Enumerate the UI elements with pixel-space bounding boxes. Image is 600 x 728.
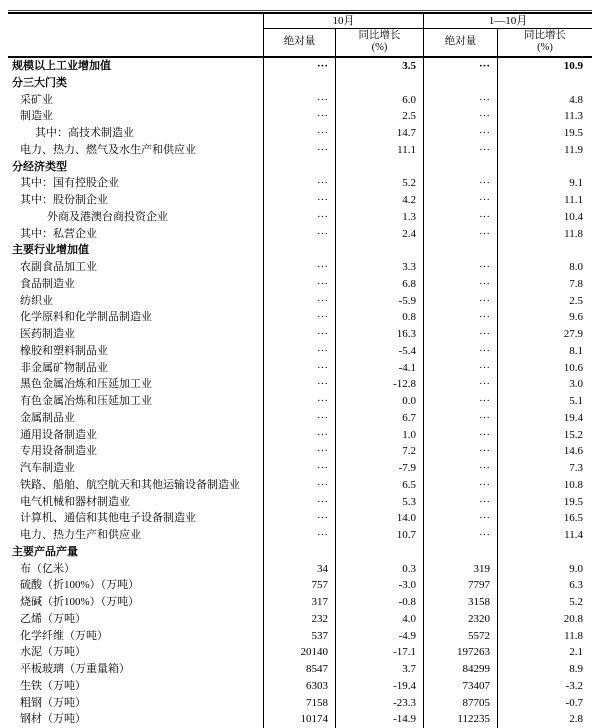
cum-yoy-cell [497,544,592,561]
oct-yoy-cell: 4.2 [335,192,423,209]
table-row [8,125,592,142]
table-row [8,58,592,75]
oct-absolute-cell: ··· [263,259,335,276]
cum-absolute-cell: ··· [423,494,497,511]
cum-absolute-cell: 112235 [423,711,497,728]
oct-yoy-cell [335,75,423,92]
oct-yoy-cell: 14.0 [335,510,423,527]
oct-yoy-cell: -17.1 [335,644,423,661]
oct-yoy-cell: 5.3 [335,494,423,511]
oct-yoy-cell [335,242,423,259]
header-period-october: 10月 [263,14,423,29]
cum-yoy-cell: 19.5 [497,125,592,142]
row-label: 粗钢（万吨） [20,696,86,709]
oct-yoy-cell: 2.4 [335,226,423,243]
cum-absolute-cell: ··· [423,175,497,192]
cum-absolute-cell: ··· [423,360,497,377]
table-row [8,142,592,159]
cum-yoy-cell: 8.1 [497,343,592,360]
cum-yoy-cell: -0.7 [497,695,592,712]
row-label: 布（亿米） [20,562,75,575]
cum-absolute-cell: 5572 [423,628,497,645]
oct-yoy-cell: 6.5 [335,477,423,494]
oct-absolute-cell: ··· [263,527,335,544]
row-label: 主要产品产量 [12,545,78,558]
row-label: 制造业 [20,110,53,123]
table-row [8,510,592,527]
cum-absolute-cell: ··· [423,527,497,544]
cum-absolute-cell: ··· [423,393,497,410]
row-label: 电力、热力生产和供应业 [20,529,141,541]
row-label: 有色金属冶炼和压延加工业 [20,395,152,407]
oct-yoy-cell: 1.3 [335,209,423,226]
cum-yoy-cell: 11.9 [497,142,592,159]
oct-absolute-cell: ··· [263,443,335,460]
cum-yoy-cell: 10.9 [497,58,592,75]
oct-absolute-cell: ··· [263,226,335,243]
table-row [8,360,592,377]
cum-yoy-cell: 7.3 [497,460,592,477]
cum-absolute-cell [423,544,497,561]
oct-yoy-cell: 0.3 [335,561,423,578]
cum-yoy-cell: 8.0 [497,259,592,276]
table-row [8,644,592,661]
oct-absolute-cell: ··· [263,309,335,326]
table-row [8,678,592,695]
oct-yoy-cell: 5.2 [335,175,423,192]
table-row [8,192,592,209]
oct-absolute-cell: ··· [263,209,335,226]
cum-absolute-cell: 7797 [423,577,497,594]
header-cum-yoy-line2: (%) [537,42,553,53]
oct-yoy-cell: -5.9 [335,293,423,310]
table-row [8,561,592,578]
oct-absolute-cell: ··· [263,427,335,444]
row-label: 铁路、船舶、航空航天和其他运输设备制造业 [20,478,240,491]
row-label: 医药制造业 [20,328,75,340]
cum-yoy-cell: 2.8 [497,711,592,728]
cum-yoy-cell: 9.0 [497,561,592,578]
oct-absolute-cell: ··· [263,360,335,377]
table-row [8,711,592,728]
cum-yoy-cell: 5.1 [497,393,592,410]
cum-yoy-cell: 2.5 [497,293,592,310]
cum-yoy-cell: 19.5 [497,494,592,511]
cum-yoy-cell: 20.8 [497,611,592,628]
header-spacer [8,28,263,56]
row-label: 化学纤维（万吨） [20,629,108,642]
table-row [8,628,592,645]
table-row [8,92,592,109]
cum-absolute-cell: ··· [423,343,497,360]
row-label: 橡胶和塑料制品业 [20,344,108,357]
cum-absolute-cell: 197263 [423,644,497,661]
oct-absolute-cell: ··· [263,192,335,209]
cum-yoy-cell: 11.4 [497,527,592,544]
oct-absolute-cell: ··· [263,494,335,511]
cum-yoy-cell: 11.1 [497,192,592,209]
table-header-measures [8,28,592,58]
cum-absolute-cell: 84299 [423,661,497,678]
cum-yoy-cell [497,242,592,259]
header-spacer [8,14,263,29]
cum-absolute-cell: ··· [423,276,497,293]
cum-absolute-cell [423,75,497,92]
cum-absolute-cell: ··· [423,293,497,310]
oct-absolute-cell: ··· [263,92,335,109]
oct-absolute-cell: 34 [263,561,335,578]
table-row [8,594,592,611]
oct-absolute-cell: ··· [263,108,335,125]
cum-absolute-cell: ··· [423,92,497,109]
header-cum-yoy [497,28,592,56]
oct-yoy-cell: -5.4 [335,343,423,360]
row-label: 其中：国有控股企业 [20,177,119,190]
row-label: 纺织业 [20,294,53,307]
row-label: 其中：私营企业 [20,227,97,240]
oct-absolute-cell: ··· [263,477,335,494]
table-row [8,695,592,712]
row-label: 食品制造业 [20,277,75,290]
oct-yoy-cell: 0.0 [335,393,423,410]
oct-yoy-cell: 6.7 [335,410,423,427]
oct-absolute-cell: 317 [263,594,335,611]
oct-yoy-cell: -4.9 [335,628,423,645]
oct-absolute-cell: ··· [263,175,335,192]
table-row [8,75,592,92]
row-label: 乙烯（万吨） [20,612,86,625]
row-label: 钢材（万吨） [20,713,86,726]
cum-yoy-cell: 4.8 [497,92,592,109]
cum-yoy-cell: 11.8 [497,226,592,243]
oct-yoy-cell: -14.9 [335,711,423,728]
cum-absolute-cell: ··· [423,510,497,527]
cum-yoy-cell: 3.0 [497,376,592,393]
table-row [8,393,592,410]
oct-yoy-cell [335,159,423,176]
oct-absolute-cell: ··· [263,393,335,410]
row-label: 金属制品业 [20,411,75,424]
cum-absolute-cell: ··· [423,226,497,243]
row-label: 电力、热力、燃气及水生产和供应业 [20,143,196,156]
cum-yoy-cell: 6.3 [497,577,592,594]
cum-absolute-cell: 73407 [423,678,497,695]
oct-absolute-cell: 757 [263,577,335,594]
oct-yoy-cell: -23.3 [335,695,423,712]
oct-absolute-cell: ··· [263,276,335,293]
oct-absolute-cell: ··· [263,510,335,527]
table-row [8,577,592,594]
cum-yoy-cell: 5.2 [497,594,592,611]
oct-yoy-cell: 3.7 [335,661,423,678]
row-label: 水泥（万吨） [20,646,86,659]
header-cum-absolute [423,28,497,56]
oct-yoy-cell: -19.4 [335,678,423,695]
cum-absolute-cell: ··· [423,259,497,276]
cum-yoy-cell: -3.2 [497,678,592,695]
cum-absolute-cell: ··· [423,376,497,393]
cum-yoy-cell [497,75,592,92]
table-row [8,343,592,360]
header-cum-yoy-line1: 同比增长 [524,30,566,41]
cum-yoy-cell: 15.2 [497,427,592,444]
header-cum-absolute-label: 绝对量 [444,36,477,47]
header-oct-yoy-line1: 同比增长 [358,30,401,41]
row-label: 其中：股份制企业 [20,194,108,206]
header-period-jan-oct: 1—10月 [423,14,592,29]
oct-yoy-cell: 4.0 [335,611,423,628]
oct-absolute-cell [263,75,335,92]
cum-absolute-cell: ··· [423,427,497,444]
cum-yoy-cell: 8.9 [497,661,592,678]
row-label: 外商及港澳台商投资企业 [47,210,168,223]
oct-yoy-cell: 1.0 [335,427,423,444]
row-label: 烧碱（折100%）（万吨） [20,596,140,608]
oct-yoy-cell: -12.8 [335,376,423,393]
table-row [8,226,592,243]
table-row [8,108,592,125]
oct-absolute-cell: 8547 [263,661,335,678]
oct-yoy-cell: 3.3 [335,259,423,276]
table-row [8,527,592,544]
cum-yoy-cell: 11.8 [497,628,592,645]
cum-yoy-cell: 9.6 [497,309,592,326]
oct-absolute-cell: 232 [263,611,335,628]
cum-absolute-cell [423,159,497,176]
cum-yoy-cell: 11.3 [497,108,592,125]
oct-yoy-cell: 11.1 [335,142,423,159]
oct-yoy-cell: 10.7 [335,527,423,544]
table-row [8,259,592,276]
oct-yoy-cell [335,544,423,561]
table-row [8,309,592,326]
oct-absolute-cell: 7158 [263,695,335,712]
cum-yoy-cell [497,159,592,176]
table-header-periods [8,14,592,28]
oct-absolute-cell [263,242,335,259]
header-oct-absolute [263,28,335,56]
cum-absolute-cell: ··· [423,309,497,326]
oct-yoy-cell: -0.8 [335,594,423,611]
cum-absolute-cell: 3158 [423,594,497,611]
oct-absolute-cell: 537 [263,628,335,645]
oct-absolute-cell: 20140 [263,644,335,661]
cum-absolute-cell: ··· [423,410,497,427]
cum-absolute-cell: ··· [423,142,497,159]
oct-absolute-cell: ··· [263,460,335,477]
cum-yoy-cell: 7.8 [497,276,592,293]
cum-yoy-cell: 14.6 [497,443,592,460]
cum-absolute-cell: 2320 [423,611,497,628]
oct-absolute-cell: ··· [263,125,335,142]
cum-yoy-cell: 16.5 [497,510,592,527]
cum-absolute-cell: ··· [423,192,497,209]
row-label: 分三大门类 [12,76,67,89]
row-label: 主要行业增加值 [12,244,89,257]
table-row [8,276,592,293]
oct-absolute-cell: ··· [263,410,335,427]
industrial-statistics-table [8,10,592,728]
table-row [8,376,592,393]
row-label: 规模以上工业增加值 [12,60,111,72]
table-row [8,410,592,427]
oct-yoy-cell: -4.1 [335,360,423,377]
cum-yoy-cell: 19.4 [497,410,592,427]
row-label: 硫酸（折100%）（万吨） [20,579,140,592]
oct-absolute-cell [263,159,335,176]
row-label: 通用设备制造业 [20,428,97,441]
cum-absolute-cell: 87705 [423,695,497,712]
cum-absolute-cell: ··· [423,209,497,226]
cum-yoy-cell: 10.8 [497,477,592,494]
oct-yoy-cell: 2.5 [335,108,423,125]
row-label: 汽车制造业 [20,462,75,474]
oct-absolute-cell: 10174 [263,711,335,728]
cum-absolute-cell [423,242,497,259]
table-row [8,443,592,460]
row-label: 化学原料和化学制品制造业 [20,311,152,324]
table-row [8,544,592,561]
table-row [8,326,592,343]
row-label: 电气机械和器材制造业 [20,495,130,508]
table-row [8,175,592,192]
row-label: 非金属矿物制品业 [20,361,108,374]
table-row [8,242,592,259]
table-row [8,159,592,176]
cum-absolute-cell: ··· [423,460,497,477]
oct-yoy-cell: -3.0 [335,577,423,594]
table-row [8,494,592,511]
cum-yoy-cell: 2.1 [497,644,592,661]
oct-absolute-cell [263,544,335,561]
row-label: 采矿业 [20,93,53,106]
oct-absolute-cell: ··· [263,343,335,360]
oct-yoy-cell: 6.8 [335,276,423,293]
table-row [8,460,592,477]
oct-yoy-cell: -7.9 [335,460,423,477]
oct-absolute-cell: 6303 [263,678,335,695]
oct-absolute-cell: ··· [263,58,335,75]
cum-absolute-cell: ··· [423,443,497,460]
row-label: 专用设备制造业 [20,445,97,458]
cum-yoy-cell: 10.6 [497,360,592,377]
cum-absolute-cell: ··· [423,326,497,343]
cum-absolute-cell: 319 [423,561,497,578]
cum-absolute-cell: ··· [423,477,497,494]
cum-yoy-cell: 27.9 [497,326,592,343]
oct-yoy-cell: 6.0 [335,92,423,109]
table-row [8,611,592,628]
cum-yoy-cell: 10.4 [497,209,592,226]
cum-absolute-cell: ··· [423,58,497,75]
row-label: 生铁（万吨） [20,679,86,692]
table-row [8,427,592,444]
row-label: 平板玻璃（万重量箱） [20,663,130,675]
table-row [8,477,592,494]
oct-absolute-cell: ··· [263,293,335,310]
row-label: 其中：高技术制造业 [35,127,134,139]
row-label: 分经济类型 [12,160,67,173]
cum-absolute-cell: ··· [423,108,497,125]
header-oct-absolute-label: 绝对量 [283,36,316,47]
table-body [8,58,592,728]
table-row [8,661,592,678]
oct-yoy-cell: 3.5 [335,58,423,75]
row-label: 计算机、通信和其他电子设备制造业 [20,512,196,525]
cum-absolute-cell: ··· [423,125,497,142]
row-label: 黑色金属冶炼和压延加工业 [20,378,152,391]
cum-yoy-cell: 9.1 [497,175,592,192]
table-row [8,209,592,226]
oct-absolute-cell: ··· [263,376,335,393]
table-row [8,293,592,310]
header-oct-yoy [335,28,423,56]
header-oct-yoy-line2: (%) [371,42,388,53]
oct-absolute-cell: ··· [263,142,335,159]
oct-yoy-cell: 7.2 [335,443,423,460]
row-label: 农副食品加工业 [20,261,97,273]
oct-yoy-cell: 0.8 [335,309,423,326]
oct-yoy-cell: 16.3 [335,326,423,343]
oct-absolute-cell: ··· [263,326,335,343]
oct-yoy-cell: 14.7 [335,125,423,142]
